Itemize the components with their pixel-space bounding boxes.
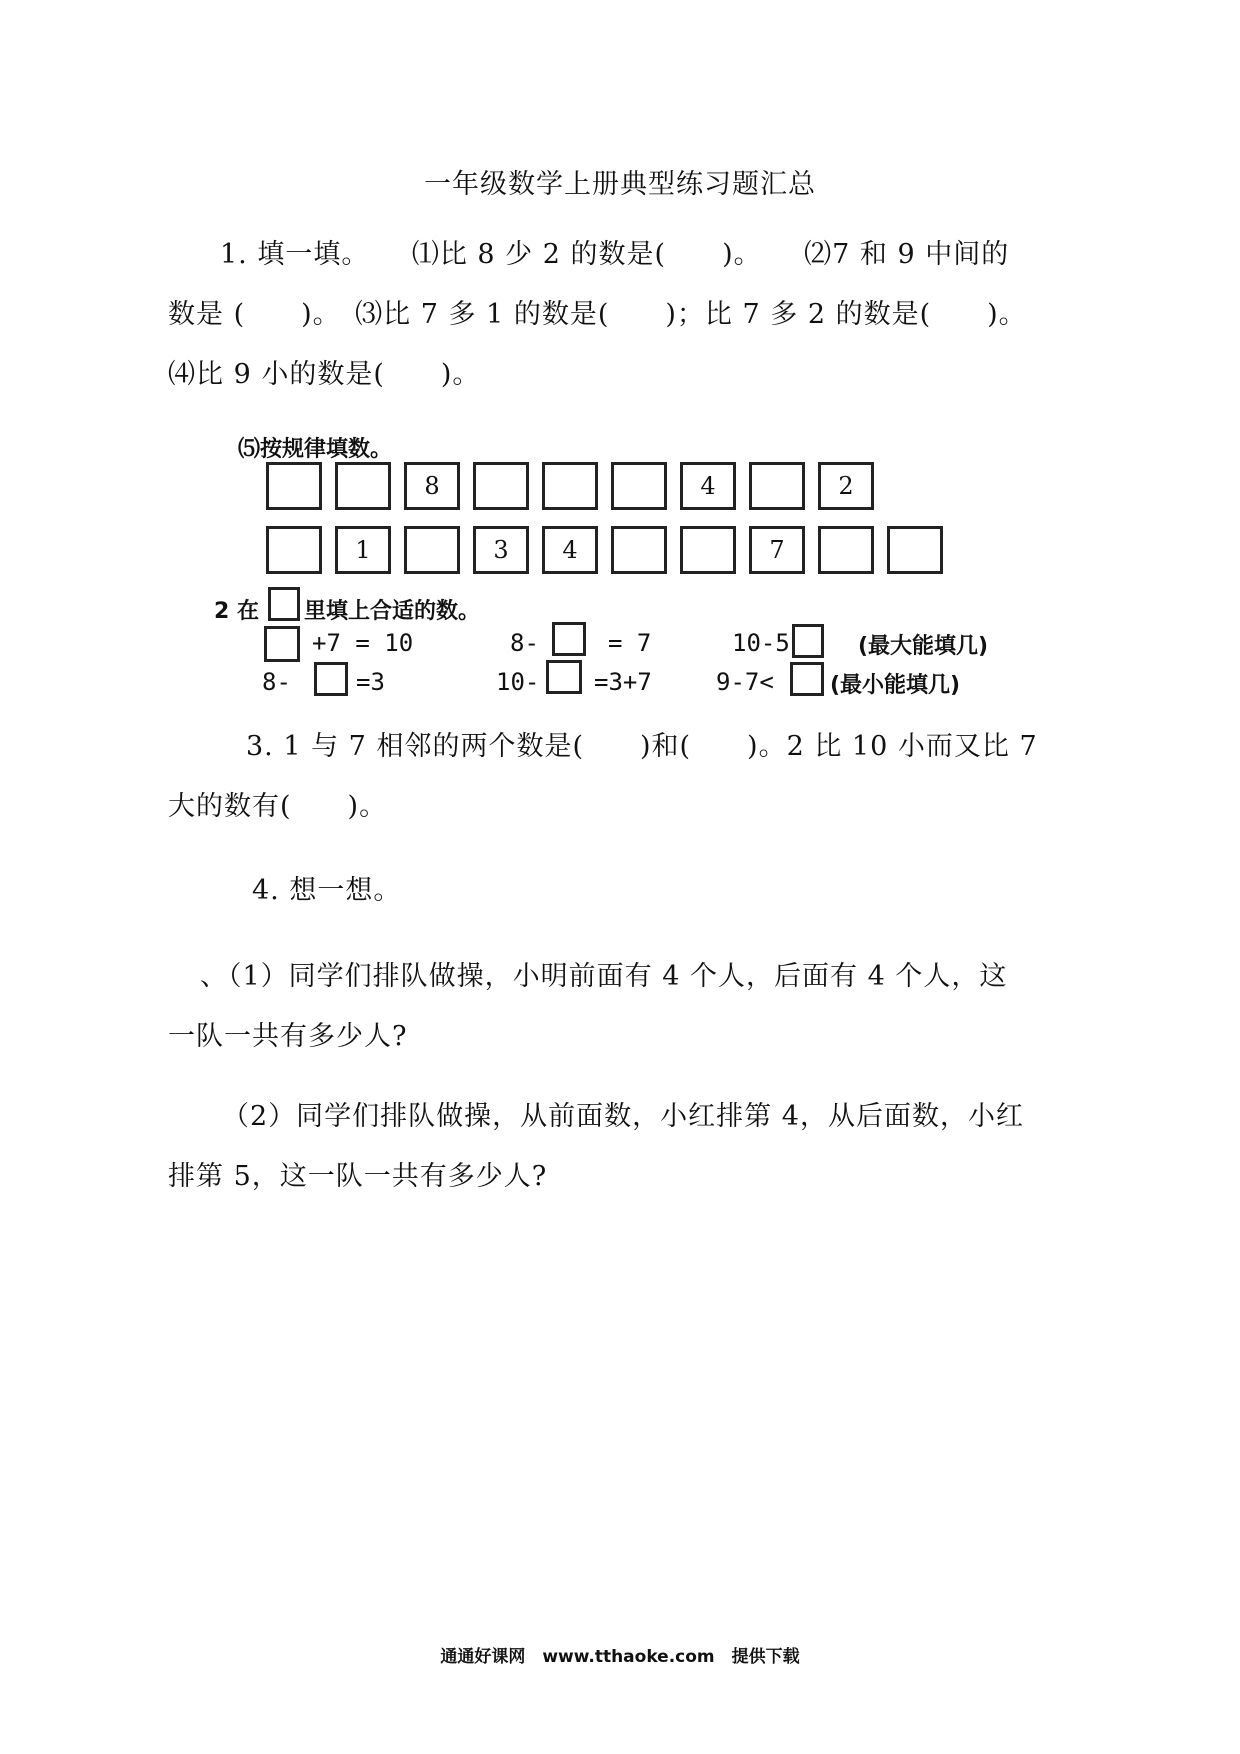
answer-box[interactable] [792,624,824,658]
sample-answer-box [268,587,300,621]
q4-p1-line-1: 、（1）同学们排队做操，小明前面有 4 个人，后面有 4 个人，这 [200,961,1008,992]
sequence-cell[interactable] [749,462,805,510]
sequence-cell[interactable] [266,462,322,510]
answer-box[interactable] [264,626,300,662]
hint-text: (最小能填几) [830,673,961,698]
answer-box[interactable] [546,660,582,694]
sequence-cell: 1 [335,526,391,574]
q3-line-1: 3. 1 与 7 相邻的两个数是( )和( )。2 比 10 小而又比 7 [246,731,1038,762]
q4-p2-line-2: 排第 5，这一队一共有多少人? [168,1161,548,1192]
sequence-cell[interactable] [266,526,322,574]
q1-line-1: 1. 填一填。 ⑴比 8 少 2 的数是( )。 ⑵7 和 9 中间的 [220,239,1010,270]
q1-5-label: ⑸按规律填数。 [238,437,393,462]
q4-heading: 4. 想一想。 [252,875,402,906]
q4-p1-line-2: 一队一共有多少人? [168,1021,408,1052]
sequence-cell: 7 [749,526,805,574]
equation-text: 8- [262,668,291,696]
q3-line-2: 大的数有( )。 [168,791,388,822]
q1-line-3: ⑷比 9 小的数是( )。 [168,359,481,390]
sequence-cell[interactable] [887,526,943,574]
sequence-cell[interactable] [335,462,391,510]
sequence-cell[interactable] [680,526,736,574]
sequence-cell[interactable] [611,462,667,510]
sequence-cell[interactable] [542,462,598,510]
equation-text: 10- [496,668,540,696]
equation-text: = 7 [608,629,652,657]
sequence-cell: 4 [680,462,736,510]
answer-box[interactable] [552,622,586,656]
page-title: 一年级数学上册典型练习题汇总 [424,169,816,200]
sequence-cell[interactable] [404,526,460,574]
sequence-cell: 4 [542,526,598,574]
q2-prefix: 2 在 [214,599,259,624]
sequence-cell[interactable] [818,526,874,574]
equation-text: =3+7 [594,668,652,696]
sequence-cell: 2 [818,462,874,510]
hint-text: (最大能填几) [858,634,989,659]
sequence-cell[interactable] [611,526,667,574]
q1-line-2: 数是 ( )。 ⑶比 7 多 1 的数是( )；比 7 多 2 的数是( )。 [168,299,1027,330]
equation-text: =3 [356,668,385,696]
sequence-cell[interactable] [473,462,529,510]
q4-p2-line-1: （2）同学们排队做操，从前面数，小红排第 4，从后面数，小红 [222,1101,1024,1132]
answer-box[interactable] [314,662,348,696]
q2-suffix: 里填上合适的数。 [304,599,481,624]
sequence-cell: 8 [404,462,460,510]
equation-text: 8- [510,629,539,657]
answer-box[interactable] [790,662,824,696]
equation-text: +7 = 10 [312,629,414,657]
footer-credit: 通通好课网 www.tthaoke.com 提供下载 [440,1647,800,1667]
sequence-cell: 3 [473,526,529,574]
equation-text: 10-5 [732,629,790,657]
equation-text: 9-7< [716,668,774,696]
